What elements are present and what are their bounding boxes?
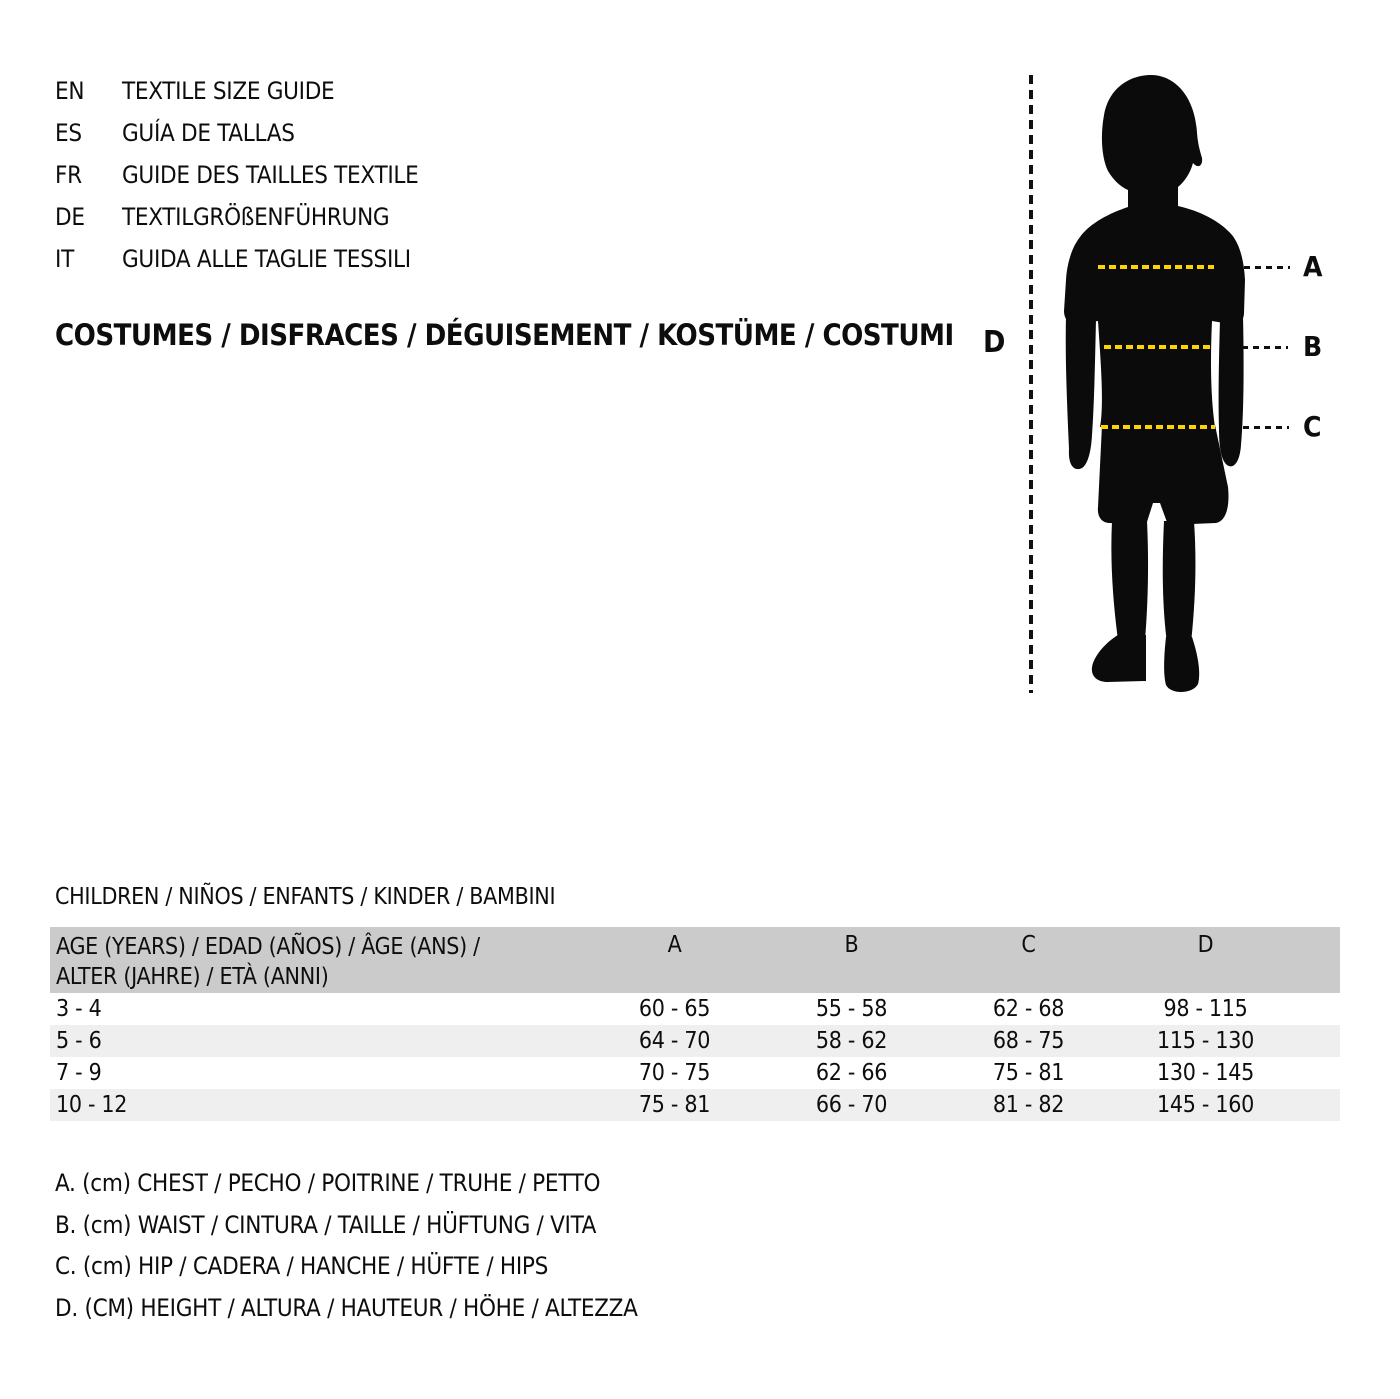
children-section-title: CHILDREN / NIÑOS / ENFANTS / KINDER / BAMBINI	[55, 884, 556, 910]
waist-pointer-line	[1242, 346, 1288, 349]
guide-title-translation: GUIDE DES TAILLES TEXTILE	[122, 161, 419, 189]
measurement-legend	[55, 1163, 638, 1329]
column-header-c: C	[940, 927, 1117, 993]
language-code: ES	[55, 119, 82, 147]
table-row	[50, 1057, 1340, 1089]
waist-range: 55 - 58	[815, 996, 888, 1022]
waist-range: 58 - 62	[815, 1028, 888, 1054]
language-code: FR	[55, 161, 82, 189]
chest-range: 60 - 65	[638, 996, 711, 1022]
age-header-line1: AGE (YEARS) / EDAD (AÑOS) / ÂGE (ANS) /	[56, 934, 480, 960]
hip-label-c: C	[1303, 410, 1322, 443]
table-row	[50, 1025, 1340, 1057]
chest-range: 70 - 75	[638, 1060, 711, 1086]
chest-range: 64 - 70	[638, 1028, 711, 1054]
hip-range: 75 - 81	[992, 1060, 1065, 1086]
language-guide-item	[55, 196, 418, 238]
guide-title-translation: TEXTILGRÖßENFÜHRUNG	[122, 203, 390, 231]
guide-title-translation: TEXTILE SIZE GUIDE	[122, 77, 335, 105]
header-spacer	[1294, 927, 1340, 993]
row-spacer	[1294, 993, 1340, 1025]
table-row	[50, 993, 1340, 1025]
size-table-header-row	[50, 927, 1340, 993]
waist-range: 62 - 66	[815, 1060, 888, 1086]
column-header-b: B	[763, 927, 940, 993]
guide-title-translation: GUIDA ALLE TAGLIE TESSILI	[122, 245, 411, 273]
children-size-table	[50, 927, 1340, 1121]
hip-range: 68 - 75	[992, 1028, 1065, 1054]
language-guide-item	[55, 154, 418, 196]
row-spacer	[1294, 1057, 1340, 1089]
age-header-line2: ALTER (JAHRE) / ETÀ (ANNI)	[56, 964, 329, 990]
height-range: 145 - 160	[1157, 1092, 1254, 1118]
row-spacer	[1294, 1025, 1340, 1057]
hip-range: 81 - 82	[992, 1092, 1065, 1118]
language-code: IT	[55, 245, 74, 273]
category-title: COSTUMES / DISFRACES / DÉGUISEMENT / KOSTÜME / COSTUMI	[55, 318, 954, 352]
language-guide-item	[55, 238, 418, 280]
child-silhouette	[1050, 75, 1250, 695]
legend-hip: C. (cm) HIP / CADERA / HANCHE / HÜFTE / HIPS	[55, 1252, 549, 1280]
language-guide-item	[55, 70, 418, 112]
age-column-header	[50, 927, 586, 993]
height-range: 115 - 130	[1157, 1028, 1254, 1054]
language-guide-item	[55, 112, 418, 154]
chest-measure-line	[1098, 265, 1214, 269]
language-code: EN	[55, 77, 85, 105]
height-range: 98 - 115	[1163, 996, 1248, 1022]
language-code: DE	[55, 203, 85, 231]
hip-pointer-line	[1243, 426, 1289, 429]
waist-measure-line	[1104, 345, 1210, 349]
hip-range: 62 - 68	[992, 996, 1065, 1022]
hip-measure-line	[1101, 425, 1215, 429]
legend-chest: A. (cm) CHEST / PECHO / POITRINE / TRUHE / PETTO	[55, 1169, 601, 1197]
guide-title-translation: GUÍA DE TALLAS	[122, 119, 295, 147]
table-row	[50, 1089, 1340, 1121]
waist-label-b: B	[1303, 330, 1322, 363]
column-header-a: A	[586, 927, 763, 993]
chest-pointer-line	[1244, 266, 1290, 269]
height-range: 130 - 145	[1157, 1060, 1254, 1086]
chest-range: 75 - 81	[638, 1092, 711, 1118]
age-range: 10 - 12	[56, 1092, 128, 1118]
waist-range: 66 - 70	[815, 1092, 888, 1118]
column-header-d: D	[1117, 927, 1294, 993]
legend-height: D. (CM) HEIGHT / ALTURA / HAUTEUR / HÖHE / ALTEZZA	[55, 1293, 638, 1322]
chest-label-a: A	[1303, 250, 1323, 283]
row-spacer	[1294, 1089, 1340, 1121]
language-guide-list	[55, 70, 418, 280]
height-dotted-line	[1029, 75, 1033, 693]
age-range: 7 - 9	[56, 1060, 102, 1086]
height-label-d: D	[983, 325, 1006, 360]
age-range: 3 - 4	[56, 996, 102, 1022]
legend-waist: B. (cm) WAIST / CINTURA / TAILLE / HÜFTUNG / VITA	[55, 1210, 597, 1239]
age-range: 5 - 6	[56, 1028, 102, 1054]
